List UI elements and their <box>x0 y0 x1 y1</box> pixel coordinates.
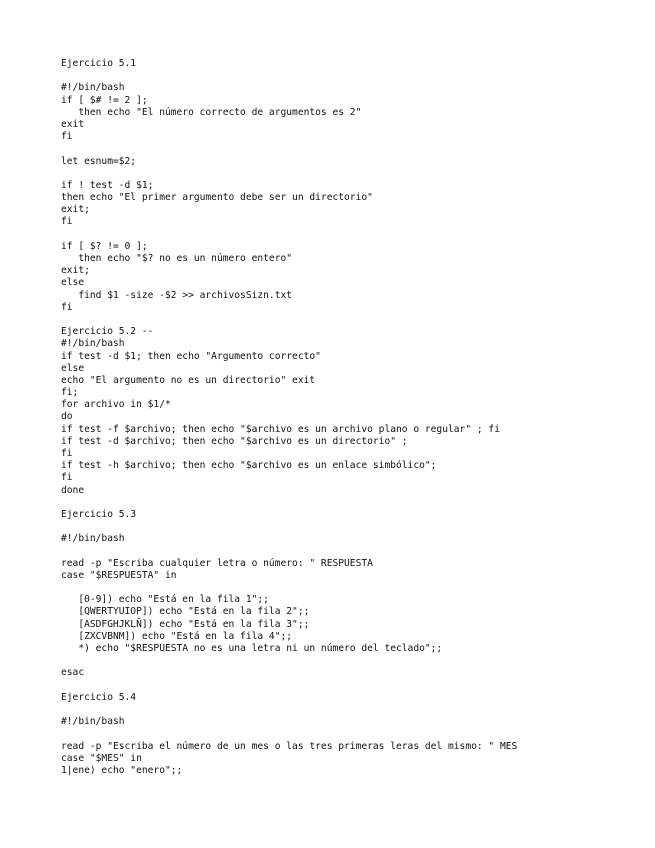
code-line: let esnum=$2; <box>61 155 137 167</box>
code-line: [QWERTYUIOP]) echo "Está en la fila 2";; <box>61 606 310 618</box>
code-line: then echo "El número correcto de argumentos es 2" <box>61 106 362 118</box>
code-line: #!/bin/bash <box>61 82 125 94</box>
code-line: do <box>61 411 73 423</box>
blank-line <box>61 70 651 82</box>
code-line: exit; <box>61 265 90 277</box>
code-line: if ! test -d $1; <box>61 179 154 191</box>
code-line: esac <box>61 667 85 679</box>
code-line: [0-9]) echo "Está en la fila 1";; <box>61 594 269 606</box>
code-line: fi <box>61 216 73 228</box>
code-line: [ZXCVBNM]) echo "Está en la fila 4";; <box>61 630 293 642</box>
blank-line <box>61 704 651 716</box>
code-line: case "$RESPUESTA" in <box>61 569 177 581</box>
code-line: exit <box>61 118 85 130</box>
blank-line <box>61 655 651 667</box>
code-line: if test -h $archivo; then echo "$archivo es un enlace simbólico"; <box>61 460 437 472</box>
code-line: fi <box>61 472 73 484</box>
code-line: if test -d $1; then echo "Argumento correcto" <box>61 350 321 362</box>
code-line: fi <box>61 131 73 143</box>
code-line: done <box>61 484 85 496</box>
code-line: *) echo "$RESPUESTA no es una letra ni un número del teclado";; <box>61 643 443 654</box>
blank-line <box>61 143 651 155</box>
code-line: #!/bin/bash <box>61 533 125 545</box>
code-line: Ejercicio 5.3 <box>61 508 137 520</box>
code-line: Ejercicio 5.4 <box>61 691 137 703</box>
code-line: [ASDFGHJKLÑ]) echo "Está en la fila 3";; <box>61 618 310 630</box>
code-line: if test -f $archivo; then echo "$archivo es un archivo plano o regular" ; fi <box>61 423 500 435</box>
document-page <box>61 58 651 777</box>
blank-line <box>61 168 651 180</box>
code-line: case "$MES" in <box>61 752 142 764</box>
code-line: then echo "El primer argumento debe ser un directorio" <box>61 192 373 204</box>
blank-line <box>61 546 651 558</box>
code-line: if [ $? != 0 ]; <box>61 240 148 252</box>
code-line: if [ $# != 2 ]; <box>61 94 148 106</box>
code-line: exit; <box>61 204 90 216</box>
code-line: read -p "Escriba cualquier letra o número: " RESPUESTA <box>61 557 373 569</box>
blank-line <box>61 521 651 533</box>
code-line: else <box>61 277 85 289</box>
code-line: read -p "Escriba el número de un mes o las tres primeras leras del mismo: " MES <box>61 740 518 752</box>
blank-line <box>61 314 651 326</box>
code-line: if test -d $archivo; then echo "$archivo es un directorio" ; <box>61 435 408 447</box>
code-line: then echo "$? no es un número entero" <box>61 253 293 264</box>
code-line: Ejercicio 5.2 -- <box>61 326 154 338</box>
blank-line <box>61 728 651 740</box>
code-line: echo "El argumento no es un directorio" exit <box>61 374 316 386</box>
code-line: Ejercicio 5.1 <box>61 58 137 69</box>
code-line: #!/bin/bash <box>61 716 125 728</box>
blank-line <box>61 582 651 594</box>
code-line: fi <box>61 448 73 459</box>
code-line: fi; <box>61 387 79 399</box>
code-line: 1|ene) echo "enero";; <box>61 764 183 776</box>
code-line: fi <box>61 301 73 313</box>
code-line: for archivo in $1/* <box>61 399 171 411</box>
code-line: #!/bin/bash <box>61 338 125 350</box>
blank-line <box>61 497 651 509</box>
code-line: else <box>61 362 85 374</box>
blank-line <box>61 680 651 692</box>
code-line: find $1 -size -$2 >> archivosSizn.txt <box>61 289 293 301</box>
blank-line <box>61 229 651 241</box>
